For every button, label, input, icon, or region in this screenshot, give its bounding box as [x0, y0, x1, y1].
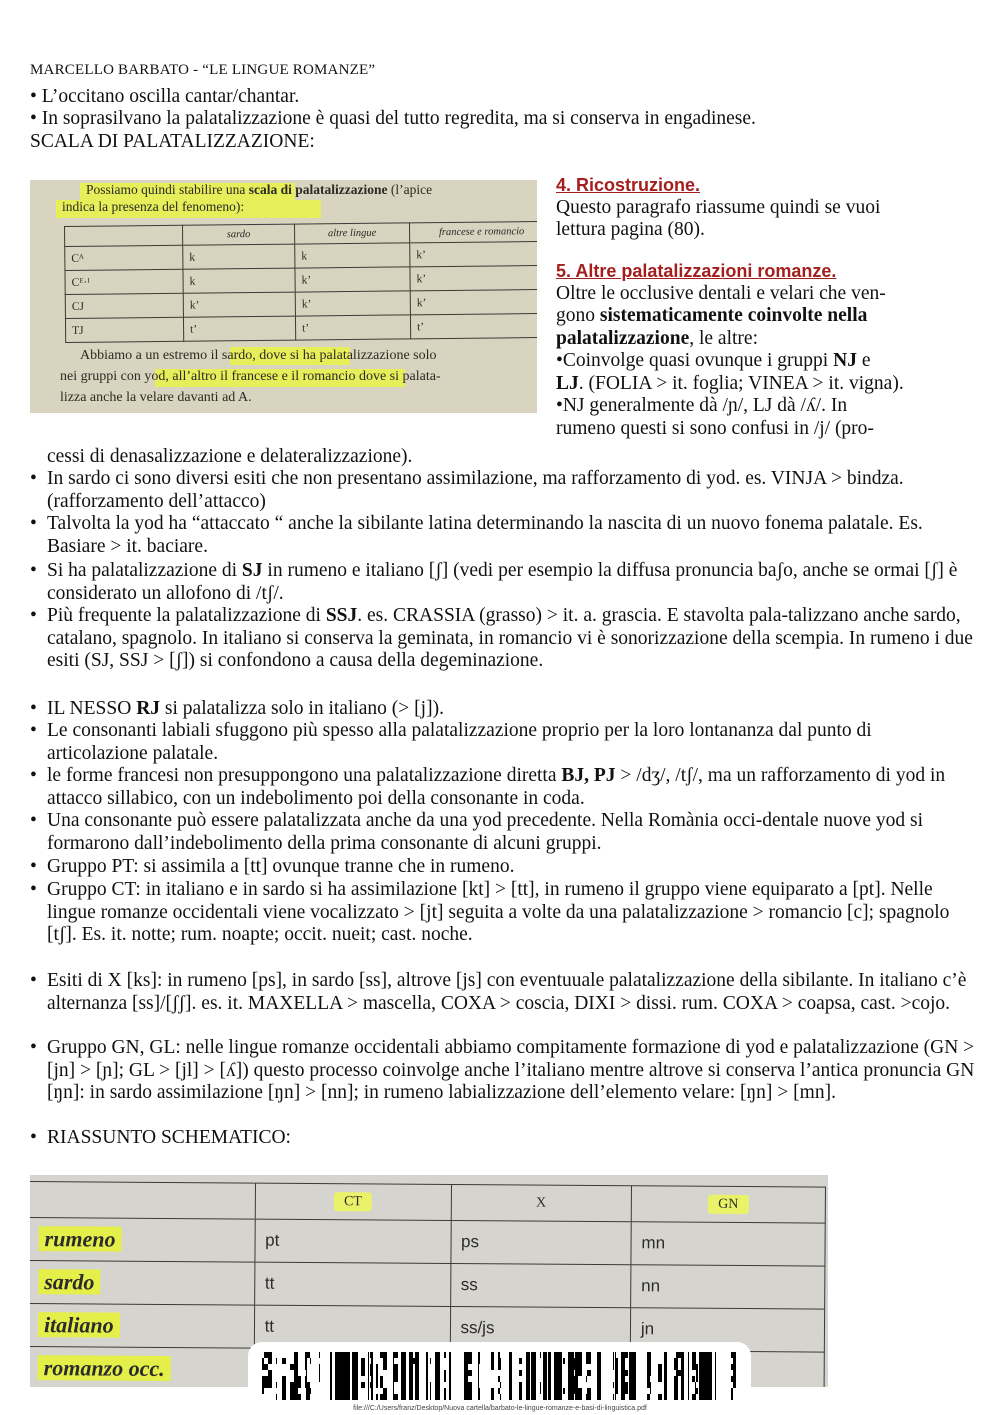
- table-row: TJ t’ t’ t’: [65, 313, 537, 342]
- list-item: • Talvolta la yod ha “attaccato “ anche la sibilante latina determinando la nascita di un nuovo fonema palatale. Es. Basiare > it. baciare.: [30, 513, 923, 557]
- intro-bullet: • In soprasilvano la palatalizzazione è quasi del tutto regredita, ma si conserva in engadinese.: [30, 108, 756, 129]
- list-item: • IL NESSO RJ si palatalizza solo in italiano (> [j]).: [30, 698, 444, 719]
- photo-caption-top: Possiamo quindi stabilire una scala di palatalizzazione (l’apice: [86, 182, 433, 197]
- list-item: • Si ha palatalizzazione di SJ in rumeno e italiano [ʃ] (vedi per esempio la diffusa pronuncia baʃo, anche se ormai [ʃ] è considerato un allofono di /tʃ/.: [30, 560, 958, 604]
- section-4: 4. Ricostruzione. Questo paragrafo riassume quindi se vuoi lettura pagina (80).: [556, 174, 976, 242]
- document-header: MARCELLO BARBATO - “LE LINGUE ROMANZE”: [30, 62, 376, 78]
- photo-caption-bottom: lizza anche la velare davanti ad A.: [60, 390, 252, 405]
- list-item: • Le consonanti labiali sfuggono più spesso alla palatalizzazione proprio per la loro lontananza dal punto di articolazione palatale.: [30, 720, 872, 764]
- list-item: • Esiti di X [ks]: in rumeno [ps], in sardo [ss], altrove [js] con eventuuale palatalizzazione della sibilante. In italiano c’è alternanza [ss]/[ʃʃ]. es. it. MAXELLA > mascella, COXA > coscia, DIXI > dissi. rum. COXA > coapsa, cast. >cojo.: [30, 970, 967, 1014]
- intro-bullet: • L’occitano oscilla cantar/chantar.: [30, 86, 300, 107]
- scala-title: SCALA DI PALATALIZZAZIONE:: [30, 131, 315, 152]
- list-item: • Gruppo PT: si assimila a [tt] ovunque tranne che in rumeno.: [30, 856, 515, 877]
- table-row: italiano tt ss/js jn: [30, 1304, 825, 1353]
- section-5-continuation: cessi di denasalizzazione e delateralizzazione).: [47, 446, 413, 467]
- list-item: • Una consonante può essere palatalizzata anche da una yod precedente. Nella Romània occi-dentale nuove yod si formarono dall’indebolimento della prima consonante di alcuni gruppi.: [30, 810, 924, 854]
- photo-caption-bottom: Abbiamo a un estremo il sardo, dove si ha palatalizzazione solo: [80, 348, 437, 363]
- list-item: • Gruppo CT: in italiano e in sardo si ha assimilazione [kt] > [tt], in rumeno il gruppo viene equiparato a [pt]. Nelle lingue romanze occidentali viene vocalizzato > [jt] seguita a volte da una palatalizzazione > romancio [c]; spagnolo [tʃ]. Es. it. notte; rum. noapte; occit. nueit; cast. noche.: [30, 879, 950, 945]
- section-5: 5. Altre palatalizzazioni romanze. Oltre le occlusive dentali e velari che ven- gono sistematicamente coinvolte nella palatalizzazione, le altre: •Coinvolge quasi ovunque i gruppi NJ e LJ. (FOLIA > it. foglia; VINEA > it. vigna). •NJ generalmente dà /ɲ/, LJ dà /ʎ/. In rumeno questi si sono confusi in /j/ (pro-: [556, 260, 976, 440]
- list-item: • In sardo ci sono diversi esiti che non presentano assimilazione, ma rafforzamento di yod. es. VINJA > bindza. (rafforzamento dell’attacco): [30, 468, 904, 512]
- summary-table: CT X GN rumeno pt ps mn sardo tt ss nn italiano tt ss/js jn romanzo occ.: [30, 1181, 826, 1387]
- barcode-panel: [248, 1342, 751, 1408]
- palatalization-table: sardo altre lingue francese e romancio Cᴬ k k k’ Cᴱ·ᴵ k k’ k’ CJ k’ k’ k’ TJ t’ t’ t’: [64, 221, 537, 343]
- file-path-footer: file:///C:/Users/franz/Desktop/Nuova cartella/barbato-le-lingue-romanze-e-basi-di-linguistica.pdf: [353, 1405, 647, 1412]
- table-row: rumeno pt ps mn: [30, 1218, 825, 1267]
- photo-caption-bottom: nei gruppi con yod, all’altro il francese e il romancio dove si palata-: [60, 369, 441, 384]
- table-row: CJ k’ k’ k’: [65, 289, 537, 318]
- table-row: Cᴱ·ᴵ k k’ k’: [65, 265, 537, 294]
- palatalization-scale-photo: [30, 180, 537, 413]
- table-row: romanzo occ.: [30, 1346, 824, 1387]
- section-5-title: 5. Altre palatalizzazioni romanze.: [556, 261, 837, 281]
- barcode-icon: [262, 1352, 737, 1400]
- table-row: sardo tt ss nn: [30, 1261, 825, 1310]
- list-item: • le forme francesi non presuppongono una palatalizzazione diretta BJ, PJ > /dʒ/, /tʃ/, ma un rafforzamento di yod in attacco sillabico, con un indebolimento poi della consonante in coda.: [30, 765, 946, 809]
- list-item: • Più frequente la palatalizzazione di SSJ. es. CRASSIA (grasso) > it. a. grascia. E stavolta pala-talizzano anche sardo, catalano, spagnolo. In italiano si conserva la geminata, in romancio vi è sonorizzazione della scempia. In rumeno i due esiti (SJ, SSJ > [ʃ]) si confondono a causa della degeminazione.: [30, 605, 973, 671]
- table-row: Cᴬ k k k’: [65, 241, 537, 270]
- photo-caption-top-2: indica la presenza del fenomeno):: [62, 199, 245, 214]
- list-item: • RIASSUNTO SCHEMATICO:: [30, 1127, 291, 1148]
- section-4-title: 4. Ricostruzione.: [556, 175, 701, 195]
- list-item: • Gruppo GN, GL: nelle lingue romanze occidentali abbiamo compitamente formazione di yod e palatalizzazione (GN > [jn] > [ɲ]; GL > [jl] > [ʎ]) questo processo coinvolge anche l’italiano mentre altrove si conserva l’antica pronuncia GN [ŋn]: in sardo assimilazione [ŋn] > [nn]; in rumeno labializzazione dell’elemento velare: [ŋn] > [mn].: [30, 1037, 975, 1103]
